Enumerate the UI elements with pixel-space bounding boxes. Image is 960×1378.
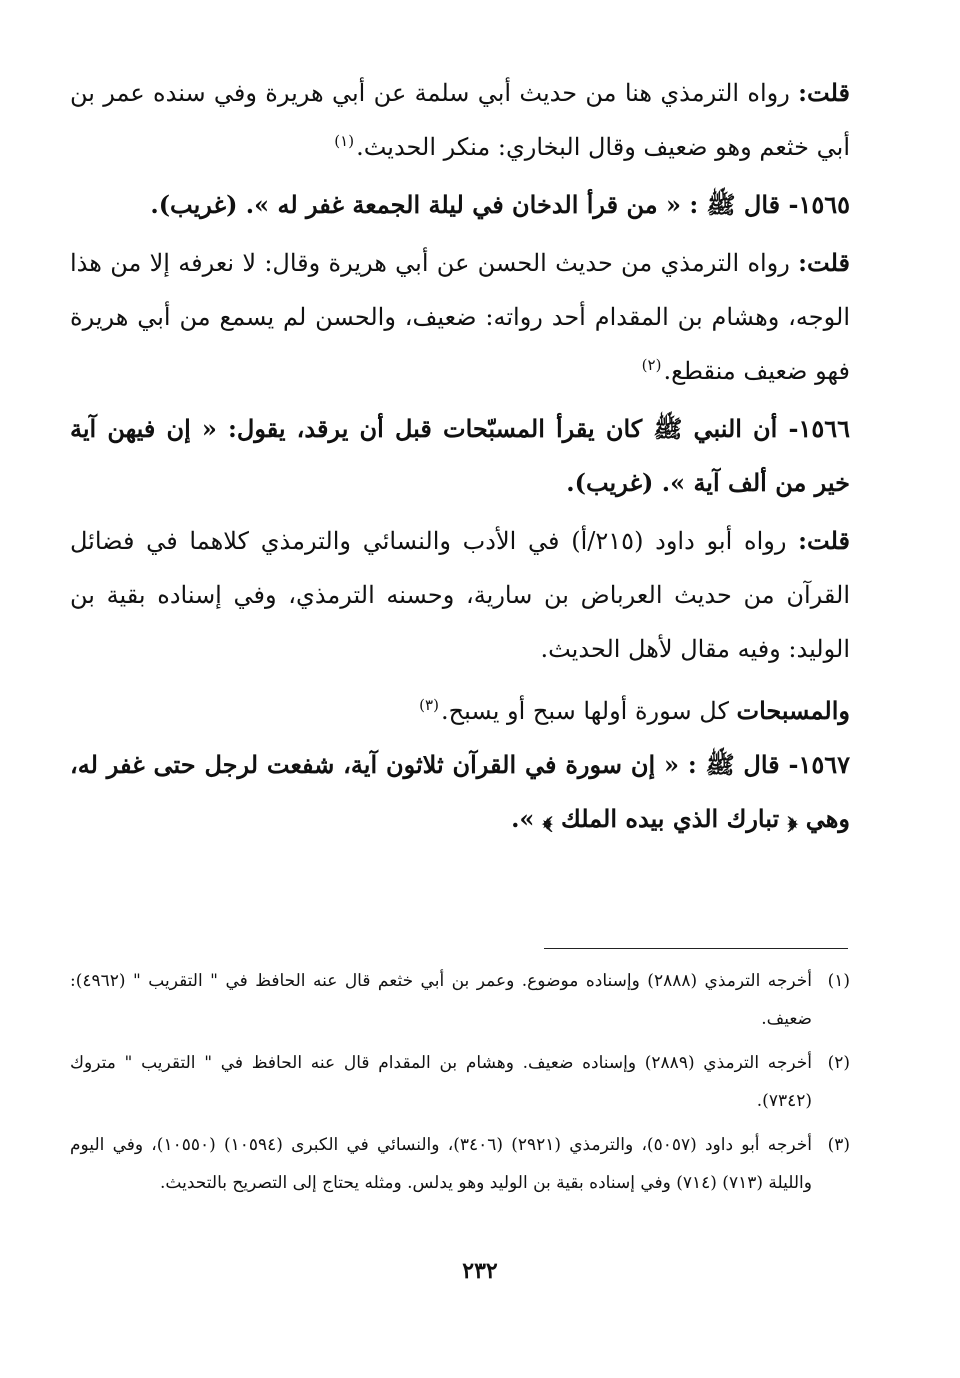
footnote-ref[interactable]: (١) — [334, 132, 355, 150]
lead-word: قلت: — [798, 78, 850, 107]
footnote-item — [70, 1126, 850, 1202]
paragraph-text: كل سورة أولها سبح أو يسبح. — [440, 697, 737, 725]
paragraph-commentary-1 — [70, 66, 850, 174]
footnote-ref[interactable]: (٢) — [641, 356, 662, 374]
paragraph-text: رواه الترمذي هنا من حديث أبي سلمة عن أبي هريرة وفي سنده عمر بن أبي خثعم وهو ضعيف وقال البخاري: منكر الحديث. — [70, 79, 850, 161]
paragraph-musabbihat — [70, 684, 850, 738]
footnote-text: أخرجه أبو داود (٥٠٥٧)، والترمذي (٢٩٢١) (٣٤٠٦)، والنسائي في الكبرى (١٠٥٩٤) (١٠٥٥٠)، وفي اليوم والليلة (٧١٣) (٧١٤) وفي إسناده بقية بن الوليد وهو يدلس. ومثله يحتاج إلى التصريح بالتحديث. — [70, 1135, 812, 1193]
footnote-item — [70, 1044, 850, 1120]
page-number: ٢٣٢ — [462, 1258, 498, 1284]
footnote-number: (٣) — [827, 1135, 850, 1155]
footnote-number: (١) — [827, 971, 850, 991]
hadith-1566: ١٥٦٦- أن النبي ﷺ كان يقرأ المسبّحات قبل أن يرقد، يقول: « إن فيهن آية خير من ألف آية ». (غريب). — [70, 414, 850, 497]
lead-word: قلت: — [798, 526, 850, 555]
footnote-item — [70, 962, 850, 1038]
main-text — [70, 66, 850, 846]
lead-word: والمسبحات — [736, 696, 850, 725]
hadith-1567: ١٥٦٧- قال ﷺ : « إن سورة في القرآن ثلاثون آية، شفعت لرجل حتى غفر له، وهي ﴿ تبارك الذي بيده الملك ﴾ ». — [70, 750, 851, 833]
footnote-divider — [544, 948, 848, 949]
footnote-number: (٢) — [827, 1053, 850, 1073]
paragraph-commentary-2 — [70, 236, 850, 398]
footnote-text: أخرجه الترمذي (٢٨٨٩) وإسناده ضعيف. وهشام بن المقدام قال عنه الحافظ في " التقريب " متروك (٧٣٤٢). — [70, 1053, 812, 1111]
footnote-ref[interactable]: (٣) — [419, 696, 439, 714]
footnote-text: أخرجه الترمذي (٢٨٨٨) وإسناده موضوع. وعمر بن أبي خثعم قال عنه الحافظ في " التقريب " (٤٩٦٢): ضعيف. — [70, 971, 812, 1029]
paragraph-commentary-3 — [70, 514, 850, 676]
paragraph-text: رواه الترمذي من حديث الحسن عن أبي هريرة وقال: لا نعرفه إلا من هذا الوجه، وهشام بن المقدام أحد رواته: ضعيف، والحسن لم يسمع من أبي هريرة فهو ضعيف منقطع. — [70, 249, 850, 385]
hadith-1565: ١٥٦٥- قال ﷺ : « من قرأ الدخان في ليلة الجمعة غفر له ». (غريب). — [150, 190, 850, 219]
paragraph-text: رواه أبو داود (٢١٥/أ) في الأدب والنسائي والترمذي كلاهما في فضائل القرآن من حديث العرباض بن سارية، وحسنه الترمذي، وفي إسناده بقية بن الوليد: وفيه مقال لأهل الحديث. — [70, 527, 851, 663]
lead-word: قلت: — [798, 248, 850, 277]
footnotes — [70, 962, 850, 1208]
